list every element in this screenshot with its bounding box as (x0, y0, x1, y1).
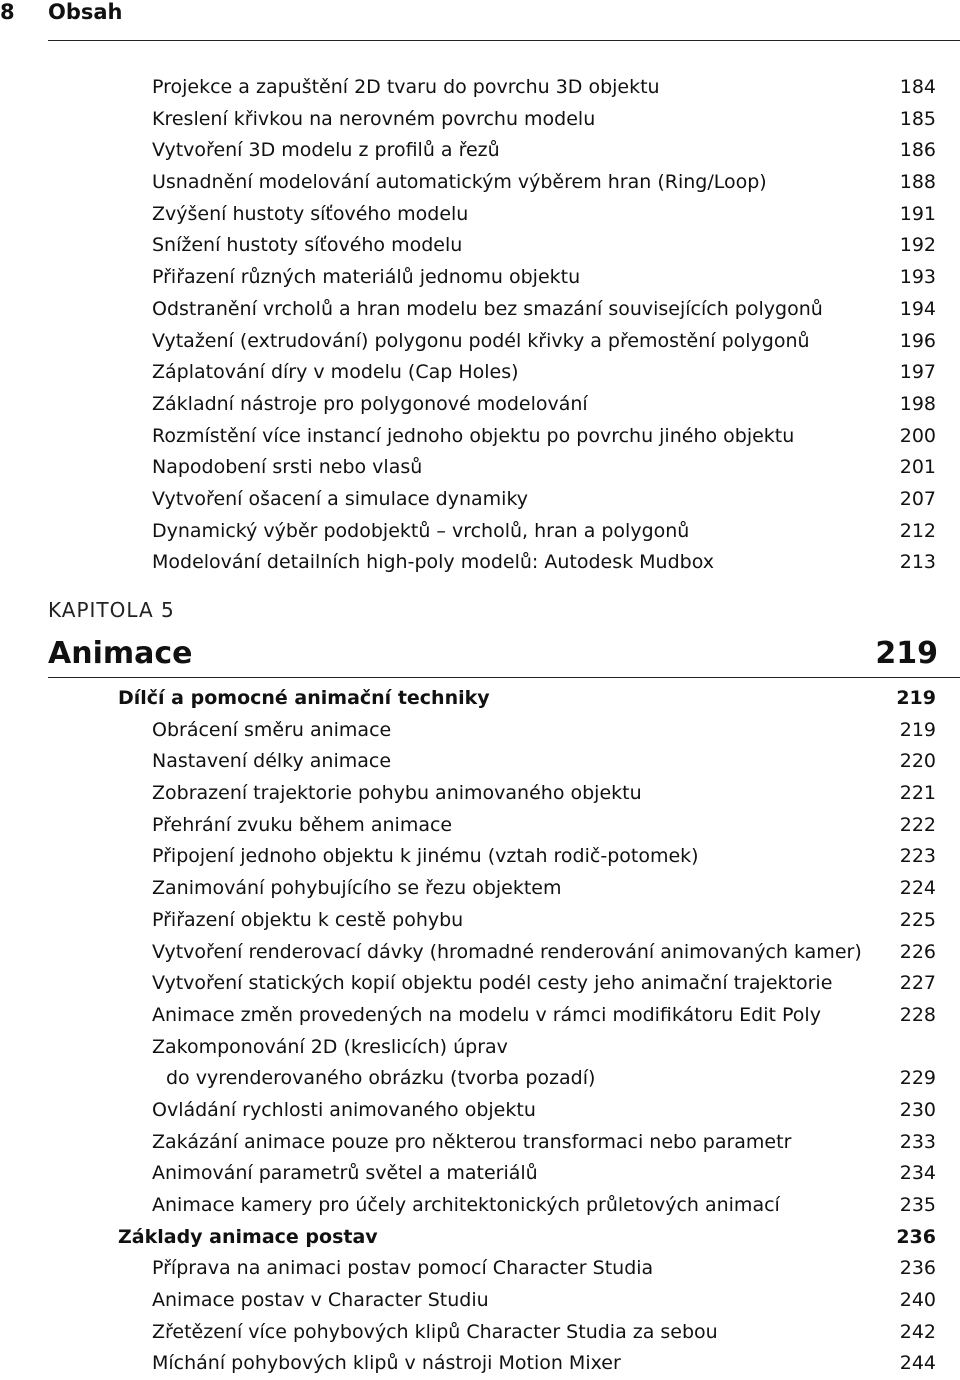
toc-row (0, 937, 960, 969)
toc-entry-title: Zvýšení hustoty síťového modelu (152, 202, 469, 225)
toc-section-row (0, 1222, 960, 1254)
toc-entry-page: 236 (899, 1257, 936, 1280)
toc-entry-page: 185 (899, 107, 936, 130)
toc-row (0, 516, 960, 548)
toc-entry-title: Přehrání zvuku během animace (152, 813, 453, 836)
toc-entry-title: Zřetězení více pohybových klipů Character Studia za sebou (152, 1320, 718, 1343)
toc-entry-title: Přiřazení různých materiálů jednomu objektu (152, 266, 581, 289)
toc-entry-page: 191 (899, 202, 936, 225)
toc-entry-title: Animace kamery pro účely architektonických průletových animací (152, 1194, 780, 1216)
toc-entry-page: 193 (899, 266, 936, 289)
toc-row (0, 547, 960, 579)
toc-entry-title: Příprava na animaci postav pomocí Character Studia (152, 1257, 654, 1280)
toc-row (0, 1285, 960, 1317)
toc-entry-page: 198 (899, 392, 936, 415)
toc-entry-title: Míchání pohybových klipů v nástroji Motion Mixer (152, 1352, 621, 1375)
toc-entry-title: Animace postav v Character Studiu (152, 1289, 489, 1312)
toc-row (0, 72, 960, 104)
toc-row (0, 810, 960, 842)
toc-row (0, 262, 960, 294)
toc-entry-title: Obrácení směru animace (152, 718, 392, 741)
toc-entry-page: 233 (899, 1130, 936, 1153)
toc-row (0, 199, 960, 231)
toc-entry-title: Vytažení (extrudování) polygonu podél křivky a přemostění polygonů (152, 329, 810, 352)
toc-entry-title: Zanimování pohybujícího se řezu objektem (152, 877, 562, 900)
chapter-page-number: 219 (875, 636, 938, 671)
toc-row (0, 294, 960, 326)
toc-entry-title: do vyrenderovaného obrázku (tvorba pozadí) (166, 1067, 596, 1090)
toc-entry-page: 196 (899, 329, 936, 352)
toc-entry-title: Usnadnění modelování automatickým výběrem hran (Ring/Loop) (152, 171, 767, 194)
toc-entry-title: Napodobení srsti nebo vlasů (152, 456, 423, 479)
toc-entry-page: 235 (899, 1194, 936, 1216)
toc-entry-title: Zakázání animace pouze pro některou transformaci nebo parametr (152, 1130, 792, 1153)
toc-entry-title: Vytvoření renderovací dávky (hromadné renderování animovaných kamer) (152, 940, 862, 963)
toc-entry-title: Dynamický výběr podobjektů – vrcholů, hran a polygonů (152, 519, 690, 542)
toc-row (0, 167, 960, 199)
toc-row (0, 778, 960, 810)
toc-row (0, 841, 960, 873)
toc-entry-page: 225 (899, 908, 936, 931)
toc-row (0, 715, 960, 747)
toc-entry-page: 227 (899, 972, 936, 995)
toc-row (0, 484, 960, 516)
toc-entry-title: Rozmístění více instancí jednoho objektu po povrchu jiného objektu (152, 424, 795, 447)
chapter-rule (48, 677, 960, 678)
toc-row (0, 1348, 960, 1380)
page-number: 8 (0, 0, 15, 24)
toc-row (0, 326, 960, 358)
toc-entry-title: Kreslení křivkou na nerovném povrchu modelu (152, 107, 596, 130)
toc-entry-page: 223 (899, 845, 936, 868)
toc-entry-title: Animování parametrů světel a materiálů (152, 1162, 538, 1185)
toc-entry-title: Přiřazení objektu k cestě pohybu (152, 908, 464, 931)
toc-row (0, 421, 960, 453)
toc-entry-page: 188 (899, 171, 936, 194)
toc-entry-page: 236 (896, 1225, 936, 1248)
toc-entry-title: Animace změn provedených na modelu v rámci modifikátoru Edit Poly (152, 1003, 821, 1026)
toc-row (0, 389, 960, 421)
toc-row (0, 905, 960, 937)
toc-entry-page: 200 (899, 424, 936, 447)
toc-entry-title: Vytvoření 3D modelu z profilů a řezů (152, 139, 500, 162)
toc-entry-page: 184 (899, 76, 936, 98)
chapter-label: KAPITOLA 5 (48, 598, 175, 622)
toc-entry-title: Dílčí a pomocné animační techniky (118, 687, 490, 709)
toc-row (0, 746, 960, 778)
toc-entry-title: Zakomponování 2D (kreslicích) úprav (152, 1035, 508, 1058)
toc-entry-title: Vytvoření ošacení a simulace dynamiky (152, 487, 529, 510)
toc-entry-page: 222 (899, 813, 936, 836)
toc-entry-title: Připojení jednoho objektu k jinému (vztah rodič-potomek) (152, 845, 699, 868)
toc-entry-title: Projekce a zapuštění 2D tvaru do povrchu 3D objektu (152, 76, 660, 98)
toc-row (0, 1095, 960, 1127)
toc-section-row (0, 683, 960, 715)
toc-entry-page: 221 (899, 782, 936, 805)
toc-row (0, 1317, 960, 1349)
toc-row (0, 135, 960, 167)
toc-entry-page: 201 (899, 456, 936, 479)
toc-entry-page: 242 (899, 1320, 936, 1343)
toc-entry-page: 224 (899, 877, 936, 900)
toc-row (0, 873, 960, 905)
header-rule (48, 40, 960, 41)
toc-entry-page: 186 (899, 139, 936, 162)
toc-row (0, 1158, 960, 1190)
toc-entry-page: 213 (899, 551, 936, 574)
toc-entry-title: Základní nástroje pro polygonové modelování (152, 392, 588, 415)
chapter-heading (48, 628, 938, 676)
toc-entry-page: 234 (899, 1162, 936, 1185)
toc-entry-title: Zobrazení trajektorie pohybu animovaného objektu (152, 782, 642, 805)
toc-entry-page: 219 (899, 718, 936, 741)
toc-row (0, 1063, 960, 1095)
toc-entry-title: Záplatování díry v modelu (Cap Holes) (152, 361, 519, 384)
toc-entry-page: 197 (899, 361, 936, 384)
toc-entry-title: Základy animace postav (118, 1225, 378, 1248)
toc-row (0, 1032, 960, 1064)
toc-row (0, 1000, 960, 1032)
toc-entry-page: 194 (899, 297, 936, 320)
toc-entry-page: 229 (899, 1067, 936, 1090)
toc-entry-page: 219 (896, 687, 936, 709)
toc-row (0, 1127, 960, 1159)
page-header (0, 0, 960, 30)
toc-entry-page: 230 (899, 1098, 936, 1121)
toc-entry-title: Modelování detailních high-poly modelů: Autodesk Mudbox (152, 551, 714, 574)
toc-entry-page: 220 (899, 750, 936, 773)
toc-list-top (0, 72, 960, 579)
toc-entry-page: 192 (899, 234, 936, 257)
toc-entry-page: 244 (899, 1352, 936, 1375)
toc-row (0, 1190, 960, 1222)
toc-entry-page: 240 (899, 1289, 936, 1312)
toc-row (0, 357, 960, 389)
running-title: Obsah (48, 0, 123, 24)
chapter-title: Animace (48, 636, 193, 671)
toc-row (0, 968, 960, 1000)
toc-entry-title: Nastavení délky animace (152, 750, 392, 773)
toc-entry-page: 212 (899, 519, 936, 542)
toc-list-bottom (0, 683, 960, 1380)
toc-entry-page: 226 (899, 940, 936, 963)
toc-entry-title: Ovládání rychlosti animovaného objektu (152, 1098, 536, 1121)
toc-entry-title: Snížení hustoty síťového modelu (152, 234, 463, 257)
toc-entry-page: 228 (899, 1003, 936, 1026)
toc-entry-page: 207 (899, 487, 936, 510)
toc-row (0, 452, 960, 484)
toc-entry-title: Vytvoření statických kopií objektu podél cesty jeho animační trajektorie (152, 972, 833, 995)
toc-entry-title: Odstranění vrcholů a hran modelu bez smazání souvisejících polygonů (152, 297, 823, 320)
toc-row (0, 1253, 960, 1285)
toc-row (0, 104, 960, 136)
toc-row (0, 230, 960, 262)
